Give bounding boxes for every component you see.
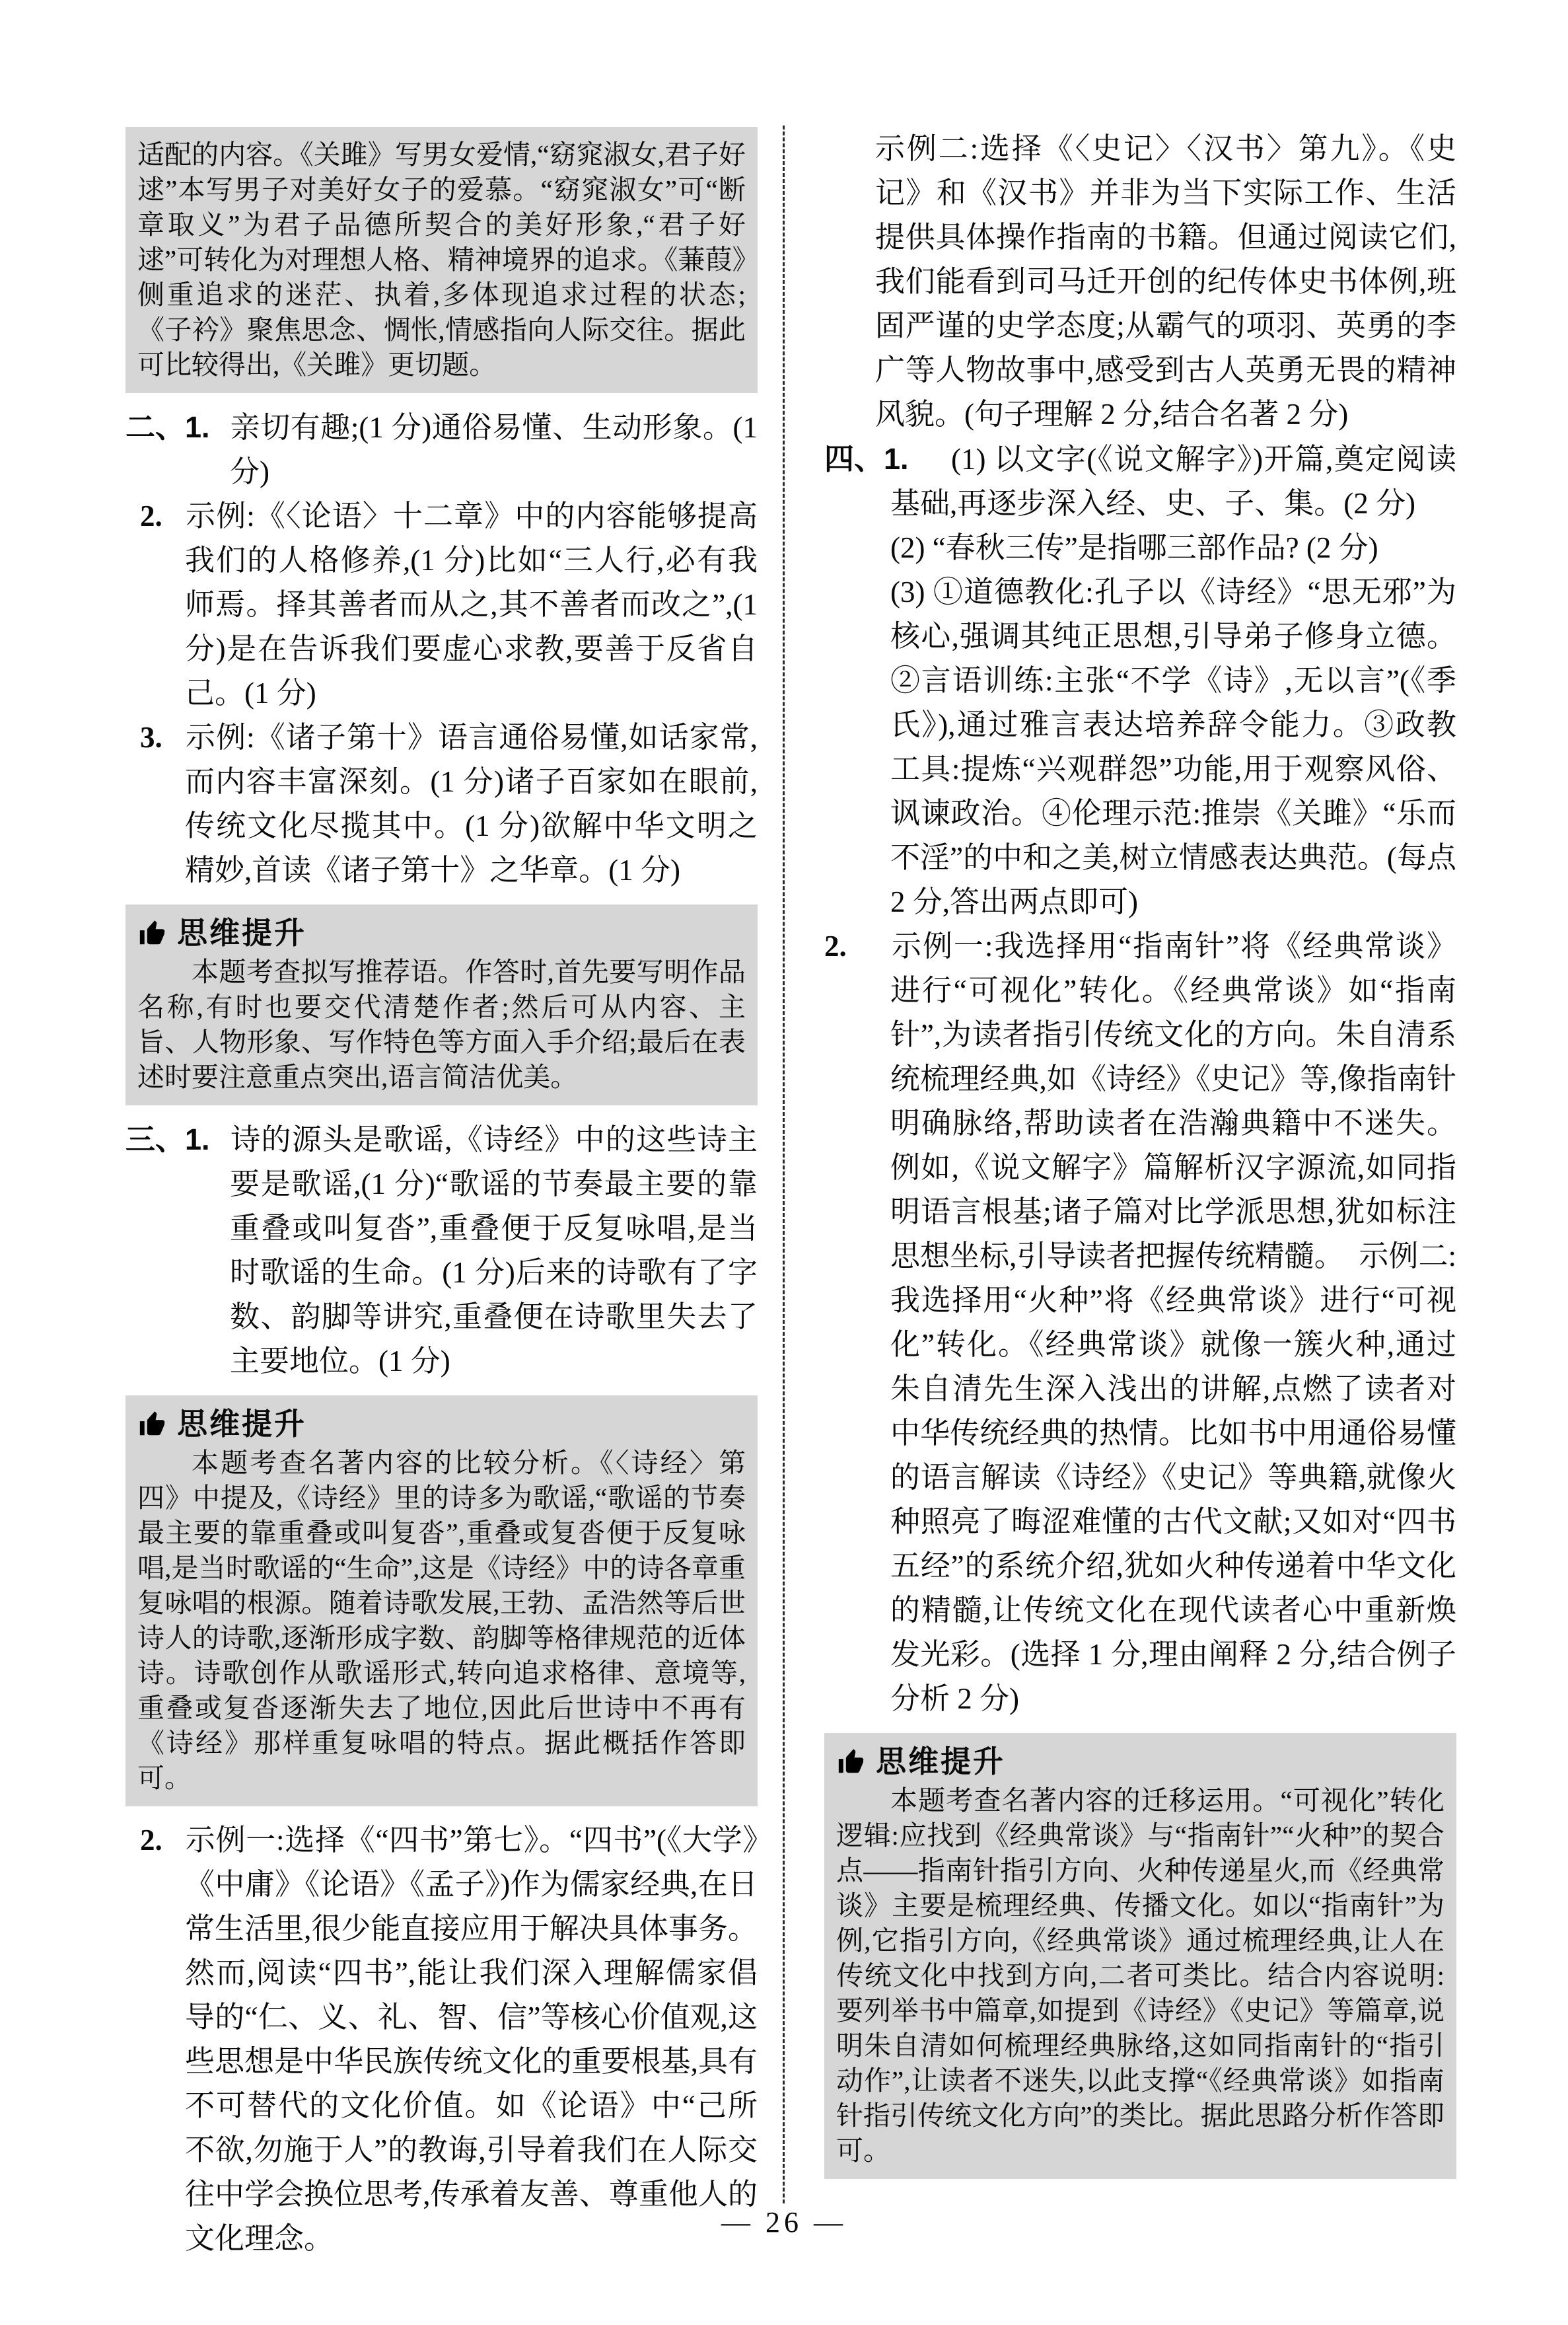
answer-text: (1) 以文字(《说文解字》)开篇,奠定阅读基础,再逐步深入经、史、子、集。(2 分): [890, 443, 1456, 520]
tip-title: 思维提升: [177, 1407, 306, 1441]
tip-title: 思维提升: [177, 916, 306, 950]
item-marker: 二、1.: [125, 410, 210, 444]
tip-text: 本题考查名著内容的迁移运用。“可视化”转化逻辑:应找到《经典常谈》与“指南针”“火种”的契合点——指南针指引方向、火种传递星火,而《经典常谈》主要是梳理经典、传播文化。如以“指南针”为例,它指引方向,《经典常谈》通过梳理经典,让人在传统文化中找到方向,二者可类比。结合内容说明:要列举书中篇章,如提到《诗经》《史记》等篇章,说明朱自清如何梳理经典脉络,这如同指南针的“指引动作”,让读者不迷失,以此支撑“《经典常谈》如指南针指引传统文化方向”的类比。据此思路分析作答即可。: [836, 1785, 1444, 2166]
answer-text: 诗的源头是歌谣,《诗经》中的这些诗主要是歌谣,(1 分)“歌谣的节奏最主要的靠重叠或叫复沓”,重叠便于反复咏唱,是当时歌谣的生命。(1 分)后来的诗歌有了字数、韵脚等讲究,重叠便在诗歌里失去了主要地位。(1 分): [230, 1123, 758, 1378]
item-marker: 2.: [140, 499, 162, 533]
continuation-paragraph: 示例二:选择《〈史记〉〈汉书〉第九》。《史记》和《汉书》并非为当下实际工作、生活提供具体操作指南的书籍。但通过阅读它们,我们能看到司马迁开创的纪传体史书体例,班固严谨的史学态度;从霸气的项羽、英勇的李广等人物故事中,感受到古人英勇无畏的精神风貌。(句子理解 2 分,结合名著 2 分): [875, 132, 1456, 431]
column-divider: [783, 126, 785, 2203]
tip-header: [836, 1746, 1444, 1777]
tip-text: 本题考查拟写推荐语。作答时,首先要写明作品名称,有时也要交代清楚作者;然后可从内容、主旨、人物形象、写作特色等方面入手介绍;最后在表述时要注意重点突出,语言简洁优美。: [137, 957, 746, 1092]
tip-header: [137, 918, 746, 948]
note-text: 适配的内容。《关雎》写男女爱情,“窈窕淑女,君子好逑”本写男子对美好女子的爱慕。“窈窕淑女”可“断章取义”为君子品德所契合的美好形象,“君子好逑”可转化为对理想人格、精神境界的追求。《蒹葭》侧重追求的迷茫、执着,多体现追求过程的状态;《子衿》聚焦思念、惆怅,情感指向人际交往。据此可比较得出,《关雎》更切题。: [137, 139, 746, 380]
thumb-up-icon: [137, 918, 168, 948]
thumb-up-icon: [836, 1746, 867, 1777]
sub-answer: (2) “春秋三传”是指哪三部作品? (2 分): [890, 531, 1378, 564]
answer-text: 示例一:我选择用“指南针”将《经典常谈》进行“可视化”转化。《经典常谈》如“指南针”,为读者指引传统文化的方向。朱自清系统梳理经典,如《诗经》《史记》等,像指南针明确脉络,帮助读者在浩瀚典籍中不迷失。例如,《说文解字》篇解析汉字源流,如同指明语言根基;诸子篇对比学派思想,犹如标注思想坐标,引导读者把握传统精髓。 示例二:我选择用“火种”将《经典常谈》进行“可视化”转化。《经典常谈》就像一簇火种,通过朱自清先生深入浅出的讲解,点燃了读者对中华传统经典的热情。比如书中用通俗易懂的语言解读《诗经》《史记》等典籍,就像火种照亮了晦涩难懂的古代文献;又如对“四书五经”的系统介绍,犹如火种传递着中华文化的精髓,让传统文化在现代读者心中重新焕发光彩。(选择 1 分,理由阐释 2 分,结合例子分析 2 分): [890, 930, 1456, 1715]
answer-item: [140, 1818, 758, 2261]
gray-note-box: [125, 127, 758, 393]
answer-text: 亲切有趣;(1 分)通俗易懂、生动形象。(1 分): [230, 411, 758, 488]
answer-item: [824, 437, 1456, 526]
tip-header: [137, 1409, 746, 1439]
tip-text: 本题考查名著内容的比较分析。《〈诗经〉第四》中提及,《诗经》里的诗多为歌谣,“歌谣的节奏最主要的靠重叠或叫复沓”,重叠或复沓便于反复咏唱,是当时歌谣的“生命”,这是《诗经》中的诗各章重复咏唱的根源。随着诗歌发展,王勃、孟浩然等后世诗人的诗歌,逐渐形成字数、韵脚等格律规范的近体诗。诗歌创作从歌谣形式,转向追求格律、意境等,重叠或复沓逐渐失去了地位,因此后世诗中不再有《诗经》那样重复咏唱的特点。据此概括作答即可。: [137, 1448, 746, 1793]
answer-item: [140, 494, 758, 716]
answer-item: [125, 405, 758, 494]
item-marker: 2.: [824, 930, 847, 963]
page-number: — 26 —: [721, 2206, 847, 2238]
answer-item: [125, 1117, 758, 1384]
item-marker: 2.: [140, 1824, 162, 1857]
answer-text: 示例:《诸子第十》语言通俗易懂,如话家常,而内容丰富深刻。(1 分)诸子百家如在眼前,传统文化尽揽其中。(1 分)欲解中华文明之精妙,首读《诸子第十》之华章。(1 分): [185, 721, 758, 887]
tip-box: [125, 1395, 758, 1806]
item-marker: 四、1.: [824, 442, 909, 476]
thumb-up-icon: [137, 1409, 168, 1439]
sub-answer: (3) ①道德教化:孔子以《诗经》“思无邪”为核心,强调其纯正思想,引导弟子修身立德。②言语训练:主张“不学《诗》,无以言”(《季氏》),通过雅言表达培养辞令能力。③政教工具:提炼“兴观群怨”功能,用于观察风俗、讽谏政治。④伦理示范:推崇《关雎》“乐而不淫”的中和之美,树立情感表达典范。(每点 2 分,答出两点即可): [890, 575, 1456, 918]
item-marker: 三、1.: [125, 1123, 210, 1156]
answer-text: 示例一:选择《“四书”第七》。“四书”(《大学》《中庸》《论语》《孟子》)作为儒家经典,在日常生活里,很少能直接应用于解决具体事务。然而,阅读“四书”,能让我们深入理解儒家倡导的“仁、义、礼、智、信”等核心价值观,这些思想是中华民族传统文化的重要根基,具有不可替代的文化价值。如《论语》中“己所不欲,勿施于人”的教诲,引导着我们在人际交往中学会换位思考,传承着友善、尊重他人的文化理念。: [185, 1824, 758, 2255]
tip-title: 思维提升: [876, 1744, 1005, 1779]
answer-item: [140, 716, 758, 893]
tip-box: [824, 1733, 1456, 2179]
tip-box: [125, 904, 758, 1105]
answer-text: 示例:《〈论语〉十二章》中的内容能够提高我们的人格修养,(1 分)比如“三人行,必有我师焉。择其善者而从之,其不善者而改之”,(1 分)是在告诉我们要虚心求教,要善于反省自己。(1 分): [185, 499, 758, 710]
answer-item: [824, 924, 1456, 1721]
right-column: [824, 127, 1456, 2191]
left-column: [125, 127, 758, 2261]
item-marker: 3.: [140, 721, 162, 754]
